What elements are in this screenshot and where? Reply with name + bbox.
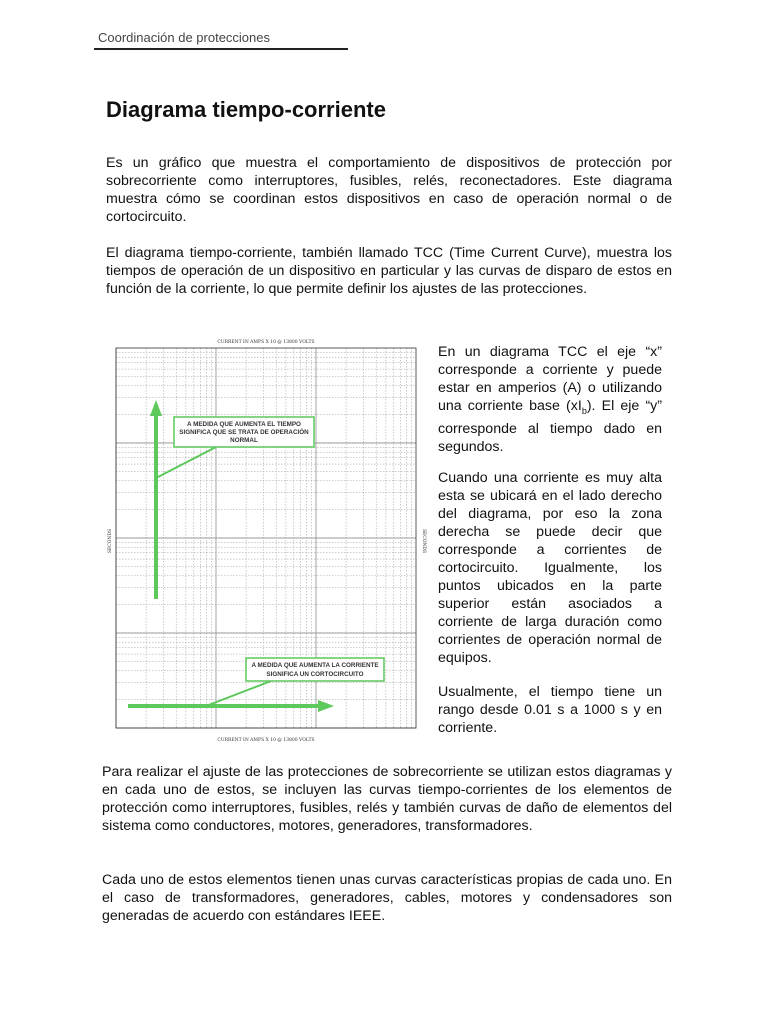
top-axis-label: CURRENT IN AMPS X 10 @ 13800 VOLTS [217,340,315,345]
time-callout-line-2: SIGNIFICA QUE SE TRATA DE OPERACIÓN [179,429,309,436]
axes-text-b: ). El eje “y” corresponde al tiempo dado en segundos. [438,398,662,455]
axes-subscript: b [581,405,587,416]
range-explanation: Usualmente, el tiempo tiene un rango desde 0.01 s a 1000 s y en corriente. [438,684,662,736]
current-callout-line-2: SIGNIFICA UN CORTOCIRCUITO [266,671,364,678]
time-callout-line-1: A MEDIDA QUE AUMENTA EL TIEMPO [187,421,301,428]
ajuste-paragraph: Para realizar el ajuste de las protecciones de sobrecorriente se utilizan estos diagramas y en cada uno de estos, se incluyen las curvas tiempo-corrientes de los elementos de protección como interruptores, fusibles, relés y también curvas de daño de elementos del sistema como conductores, motores, generadores, transformadores. [102,764,672,834]
intro-paragraph: Es un gráfico que muestra el comportamiento de dispositivos de protección por sobrecorriente como interruptores, fusibles, relés, reconectadores. Este diagrama muestra cómo se coordinan estos dispositivos en caso de operación normal o de cortocircuito. [106,155,672,225]
time-callout-leader [156,447,216,478]
time-arrowhead [150,400,162,416]
header-title: Coordinación de protecciones [98,30,270,45]
right-axis-label: SECONDS [421,528,426,554]
bottom-axis-label: CURRENT IN AMPS X 10 @ 13800 VOLTS [217,738,315,743]
axes-text-a: En un diagrama TCC el eje “x” corresponde a corriente y puede estar en amperios (A) o utilizando una corriente base (xI [438,344,662,414]
axes-explanation [438,343,662,456]
tcc-figure [106,336,428,746]
page-title: Diagrama tiempo-corriente [106,97,386,122]
curvas-paragraph: Cada uno de estos elementos tienen unas curvas características propias de cada uno. En el caso de transformadores, generadores, cables, motores y condensadores son generadas de acuerdo con estándares IEEE. [102,872,672,924]
time-callout-line-3: NORMAL [230,437,258,444]
tcc-paragraph: El diagrama tiempo-corriente, también llamado TCC (Time Current Curve), muestra los tiempos de operación de un dispositivo en particular y las curvas de disparo de estos en función de la corriente, lo que permite definir los ajustes de las protecciones. [106,245,672,297]
header-divider [94,48,348,50]
tcc-figure-svg [106,336,428,746]
zones-explanation: Cuando una corriente es muy alta esta se ubicará en el lado derecho del diagrama, por eso la zona derecha se puede decir que corresponde a corrientes de cortocircuito. Igualmente, los puntos ubicados en la parte superior están asociados a corriente de larga duración como corrientes de operación normal de equipos. [438,470,662,666]
current-callout-line-1: A MEDIDA QUE AUMENTA LA CORRIENTE [251,662,379,669]
left-axis-label: SECONDS [108,528,113,554]
current-arrowhead [318,700,334,712]
